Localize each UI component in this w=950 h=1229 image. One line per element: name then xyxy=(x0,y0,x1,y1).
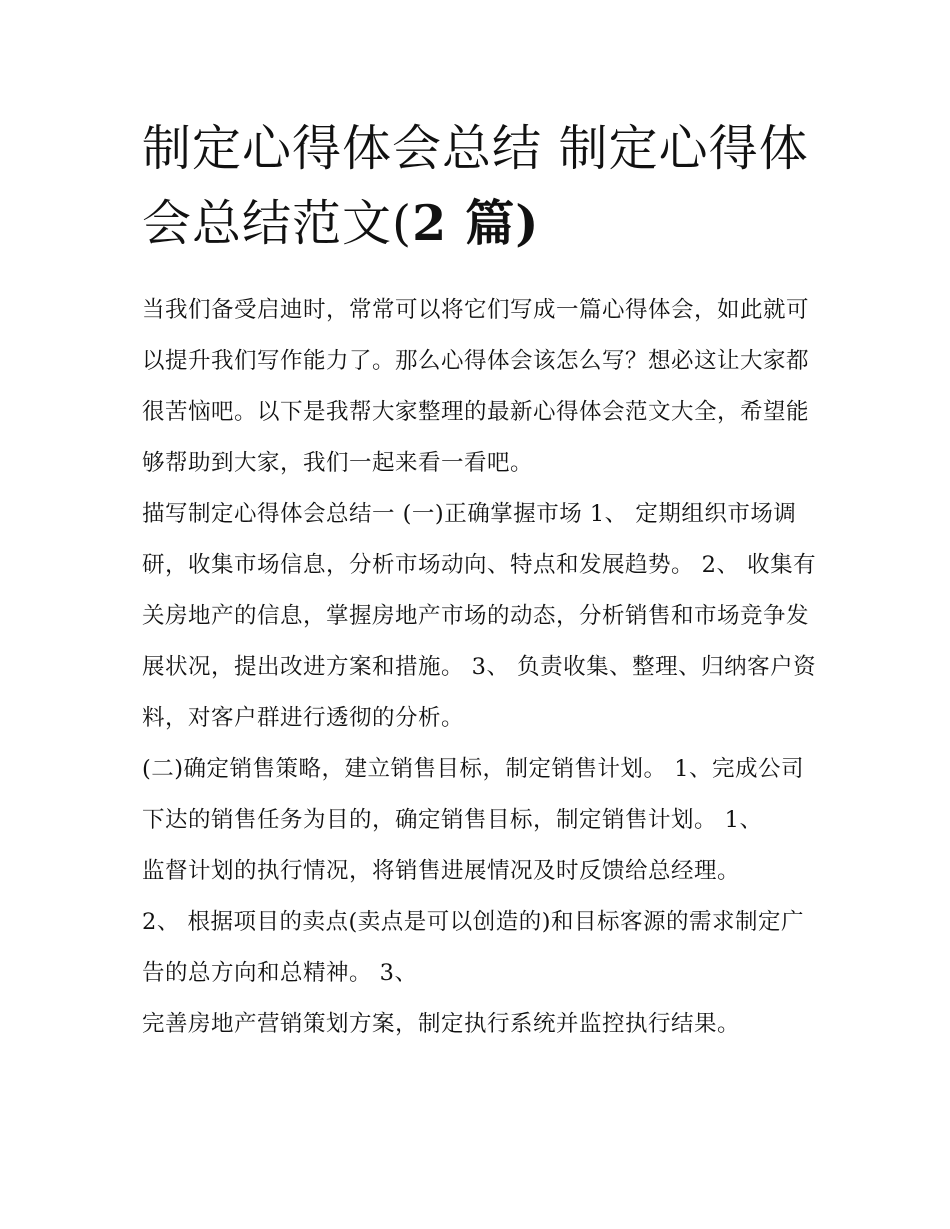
section-one-paragraph: 描写制定心得体会总结一 (一)正确掌握市场 1、 定期组织市场调研，收集市场信息，分析市场动向、特点和发展趋势。 2、 收集有关房地产的信息，掌握房地产市场的动态，分析销售和市场竞争发展状况，提出改进方案和措施。 3、 负责收集、整理、归纳客户资料，对客户群进行透彻的分析。 xyxy=(142,501,817,731)
advertising-paragraph: 2、 根据项目的卖点(卖点是可以创造的)和目标客源的需求制定广告的总方向和总精神。 3、 xyxy=(142,909,805,986)
document-title xyxy=(142,112,822,261)
section-two-paragraph: (二)确定销售策略，建立销售目标，制定销售计划。 1、完成公司下达的销售任务为目的，确定销售目标，制定销售计划。 1、 xyxy=(142,756,805,833)
monitor-plan-paragraph: 监督计划的执行情况，将销售进展情况及时反馈给总经理。 xyxy=(142,858,741,884)
title-text: 制定心得体会总结 制定心得体会总结范文( xyxy=(142,120,809,252)
marketing-plan-paragraph: 完善房地产营销策划方案，制定执行系统并监控执行结果。 xyxy=(142,1011,741,1037)
document-page xyxy=(142,112,822,1050)
title-count: 2 篇) xyxy=(412,194,540,252)
intro-paragraph: 当我们备受启迪时，常常可以将它们写成一篇心得体会，如此就可以提升我们写作能力了。那么心得体会该怎么写？想必这让大家都很苦恼吧。以下是我帮大家整理的最新心得体会范文大全，希望能够帮助到大家，我们一起来看一看吧。 xyxy=(142,297,810,476)
